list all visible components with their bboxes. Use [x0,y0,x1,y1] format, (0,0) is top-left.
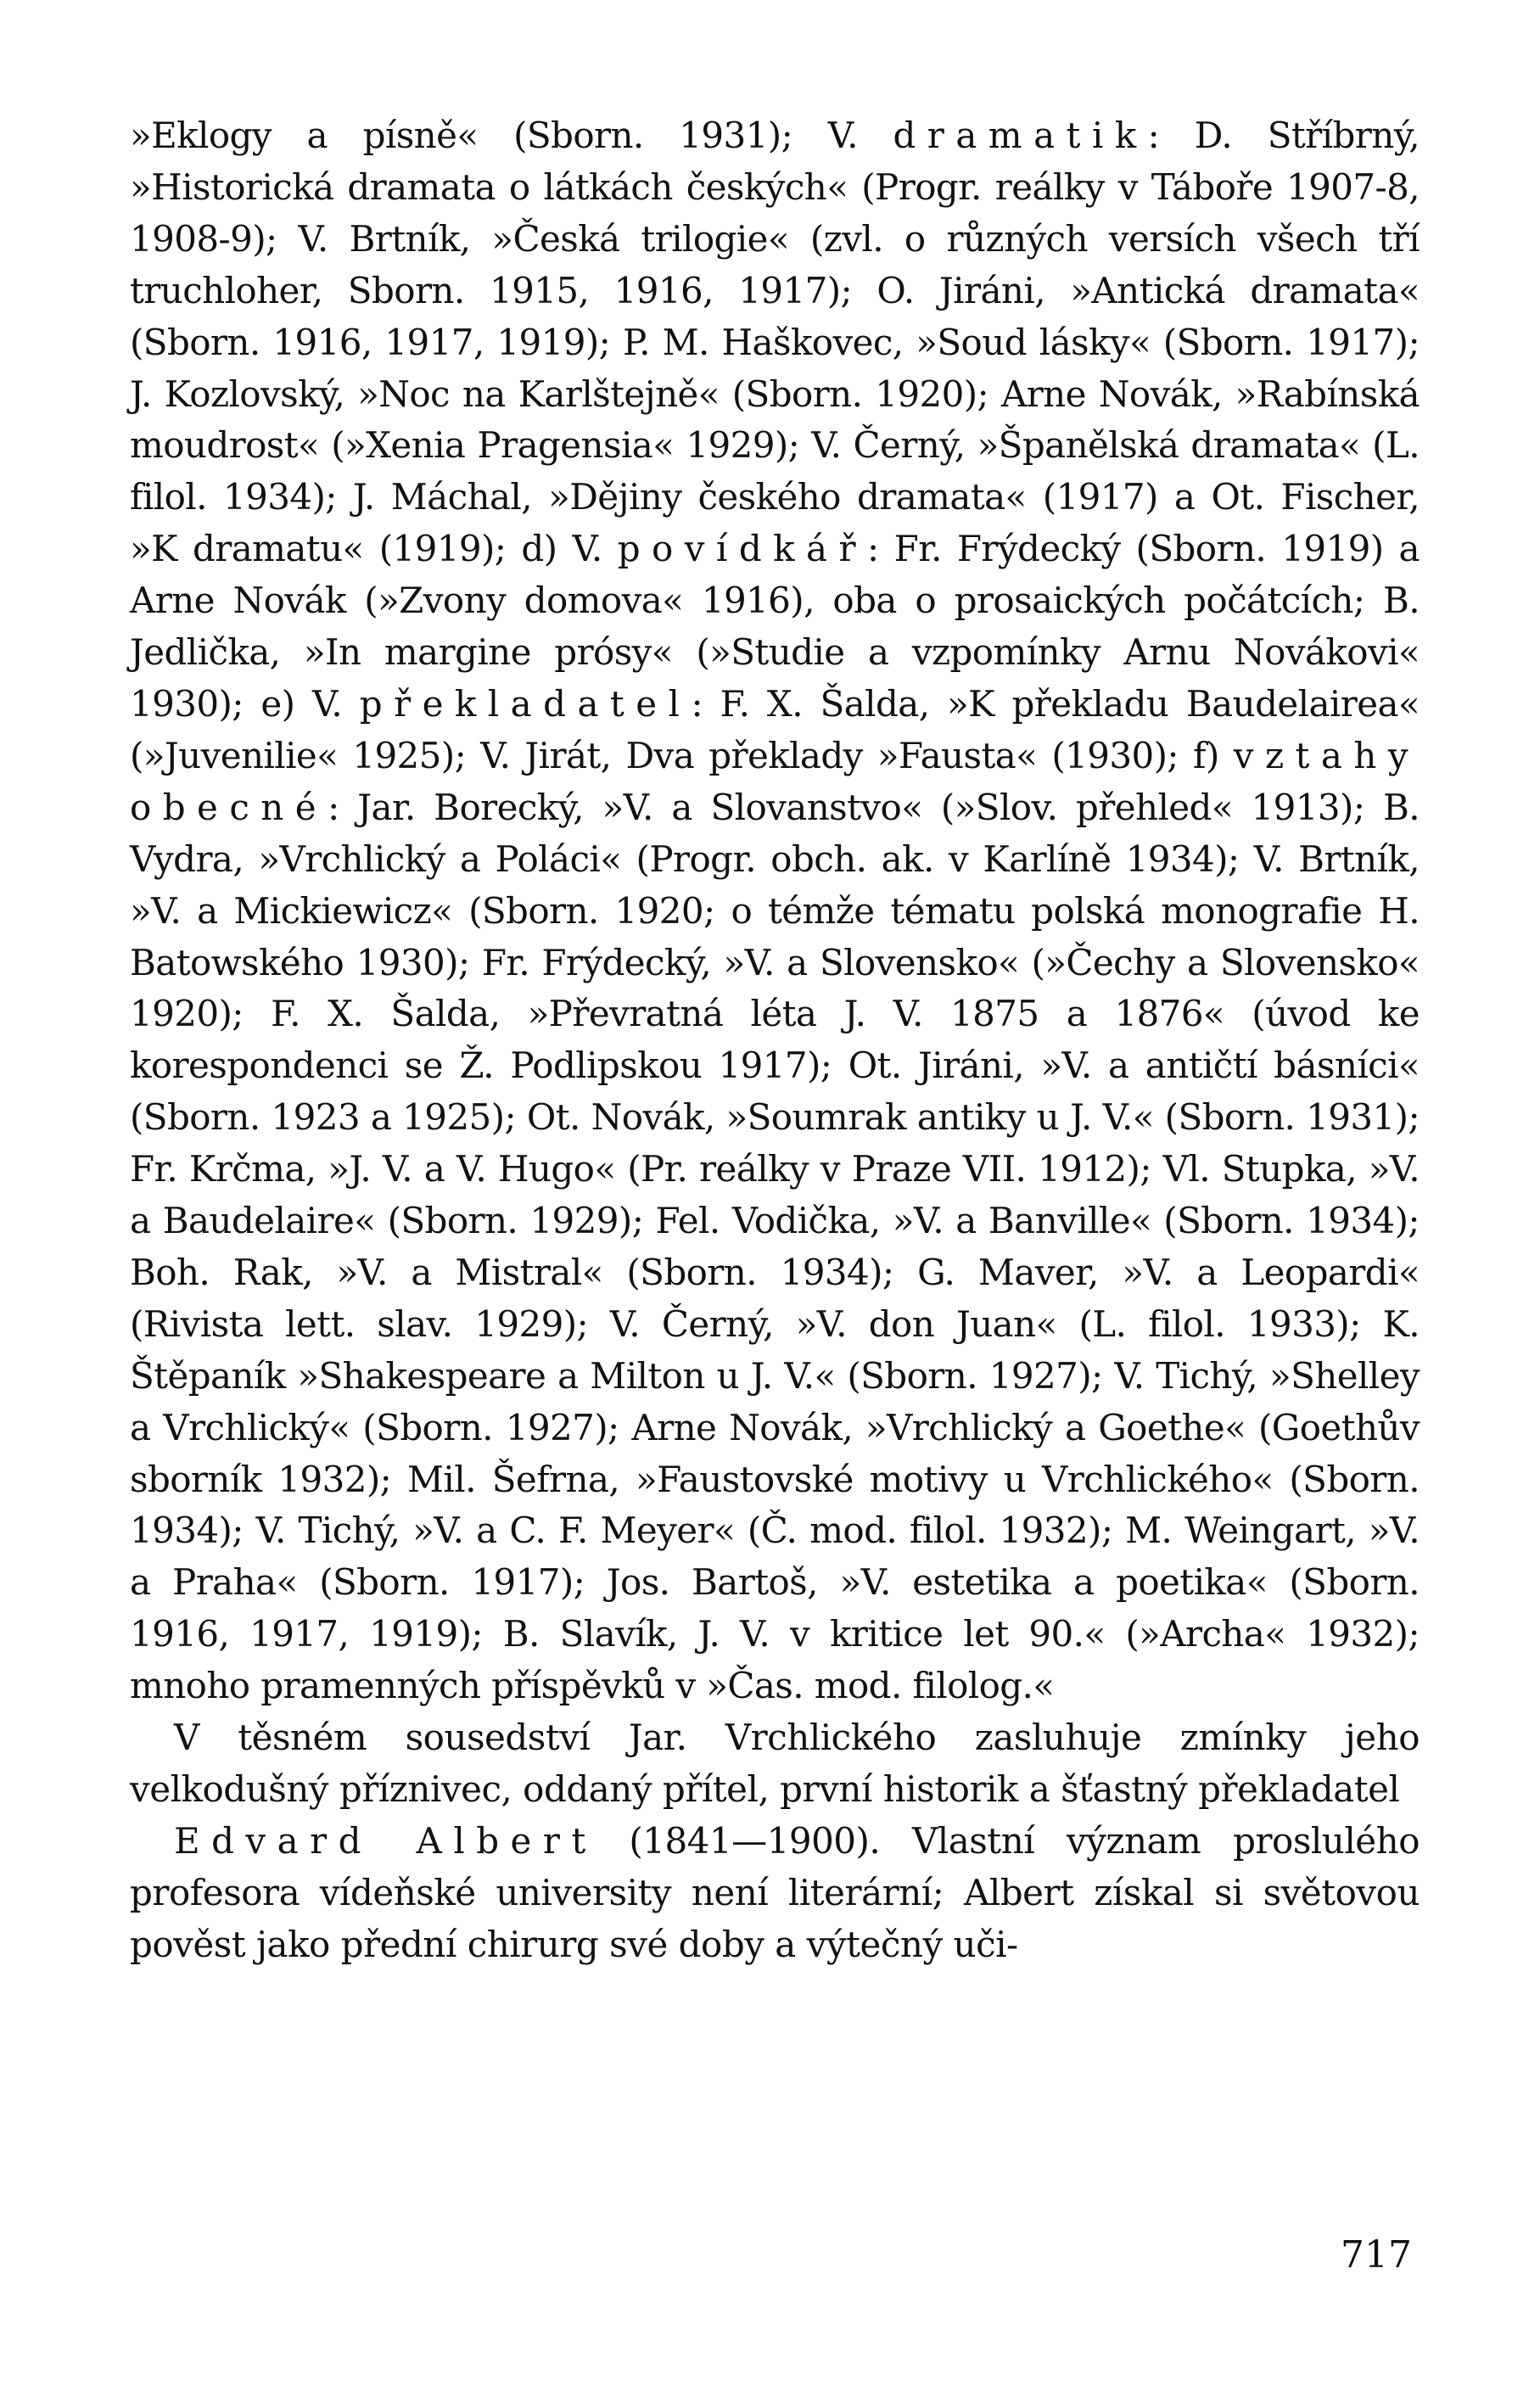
section-term-vztahy-obecne: vztahy obecné [130,734,1420,828]
section-term-povidkar: povídkář [617,528,868,570]
bibliography-segment: : F. X. Šalda, »K překladu Baudelairea« (»Juvenilie« 1925); V. Jirát, Dva překlady »Fausta« (1930); f) [130,682,1420,776]
author-name-edvard-albert: Edvard Albert [174,1819,597,1862]
bibliography-segment: : Jar. Borecký, »V. a Slovanstvo« (»Slov. přehled« 1913); B. Vydra, »Vrchlický a Poláci« (Progr. obch. ak. v Karlíně 1934); V. Brtník, »V. a Mickiewicz« (Sborn. 1920; o témže tématu polská monografie H. Batowského 1930); Fr. Frýdecký, »V. a Slovensko« (»Čechy a Slovensko« 1920); F. X. Šalda, »Převratná léta J. V. 1875 a 1876« (úvod ke korespondenci se Ž. Podlipskou 1917); Ot. Jiráni, »V. a antičtí básníci« (Sborn. 1923 a 1925); Ot. Novák, »Soumrak antiky u J. V.« (Sborn. 1931); Fr. Krčma, »J. V. a V. Hugo« (Pr. reálky v Praze VII. 1912); Vl. Stupka, »V. a Baudelaire« (Sborn. 1929); Fel. Vodička, »V. a Banville« (Sborn. 1934); Boh. Rak, »V. a Mistral« (Sborn. 1934); G. Maver, »V. a Leopardi« (Rivista lett. slav. 1929); V. Černý, »V. don Juan« (L. filol. 1933); K. Štěpaník »Shakespeare a Milton u J. V.« (Sborn. 1927); V. Tichý, »Shelley a Vrchlický« (Sborn. 1927); Arne Novák, »Vrchlický a Goethe« (Goethův sborník 1932); Mil. Šefrna, »Faustovské motivy u Vrchlického« (Sborn. 1934); V. Tichý, »V. a C. F. Meyer« (Č. mod. filol. 1932); M. Weingart, »V. a Praha« (Sborn. 1917); Jos. Bartoš, »V. estetika a poetika« (Sborn. 1916, 1917, 1919); B. Slavík, J. V. v kritice let 90.« (»Archa« 1932); mnoho pramenných příspěvků v »Čas. mod. filolog.« [130,786,1420,1707]
intro-paragraph: V těsném sousedství Jar. Vrchlického zasluhuje zmínky jeho velkodušný příznivec, oddaný přítel, první historik a šťastný překladatel [130,1717,1420,1810]
bibliography-segment: : Fr. Frýdecký (Sborn. 1919) a Arne Novák (»Zvony domova« 1916), oba o prosaických počátcích; B. Jedlička, »In margine prósy« (»Studie a vzpomínky Arnu Novákovi« 1930); e) V. [130,528,1420,725]
bibliography-segment: : D. Stříbrný, »Historická dramata o látkách českých« (Progr. reálky v Táboře 1907-8, 1908-9); V. Brtník, »Česká trilogie« (zvl. o různých versích všech tří truchloher, Sborn. 1915, 1916, 1917); O. Jiráni, »Antická dramata« (Sborn. 1916, 1917, 1919); P. M. Haškovec, »Soud lásky« (Sborn. 1917); J. Kozlovský, »Noc na Karlštejně« (Sborn. 1920); Arne Novák, »Rabínská moudrost« (»Xenia Pragensia« 1929); V. Černý, »Španělská dramata« (L. filol. 1934); J. Máchal, »Dějiny českého dramata« (1917) a Ot. Fischer, »K dramatu« (1919); d) V. [130,115,1420,570]
section-term-dramatik: dramatik [893,115,1148,156]
bibliography-paragraph [130,110,1420,1712]
page-body [130,110,1420,1971]
bibliography-segment: »Eklogy a písně« (Sborn. 1931); V. [130,115,893,156]
page-number: 717 [1341,2233,1412,2277]
albert-text: (1841—1900). Vlastní význam proslulého profesora vídeňské university není literární; Albert získal si světovou pověst jako přední chirurg své doby a výtečný uči- [130,1819,1420,1965]
albert-paragraph [130,1816,1420,1971]
section-term-prekladatel: překladatel [359,682,692,725]
